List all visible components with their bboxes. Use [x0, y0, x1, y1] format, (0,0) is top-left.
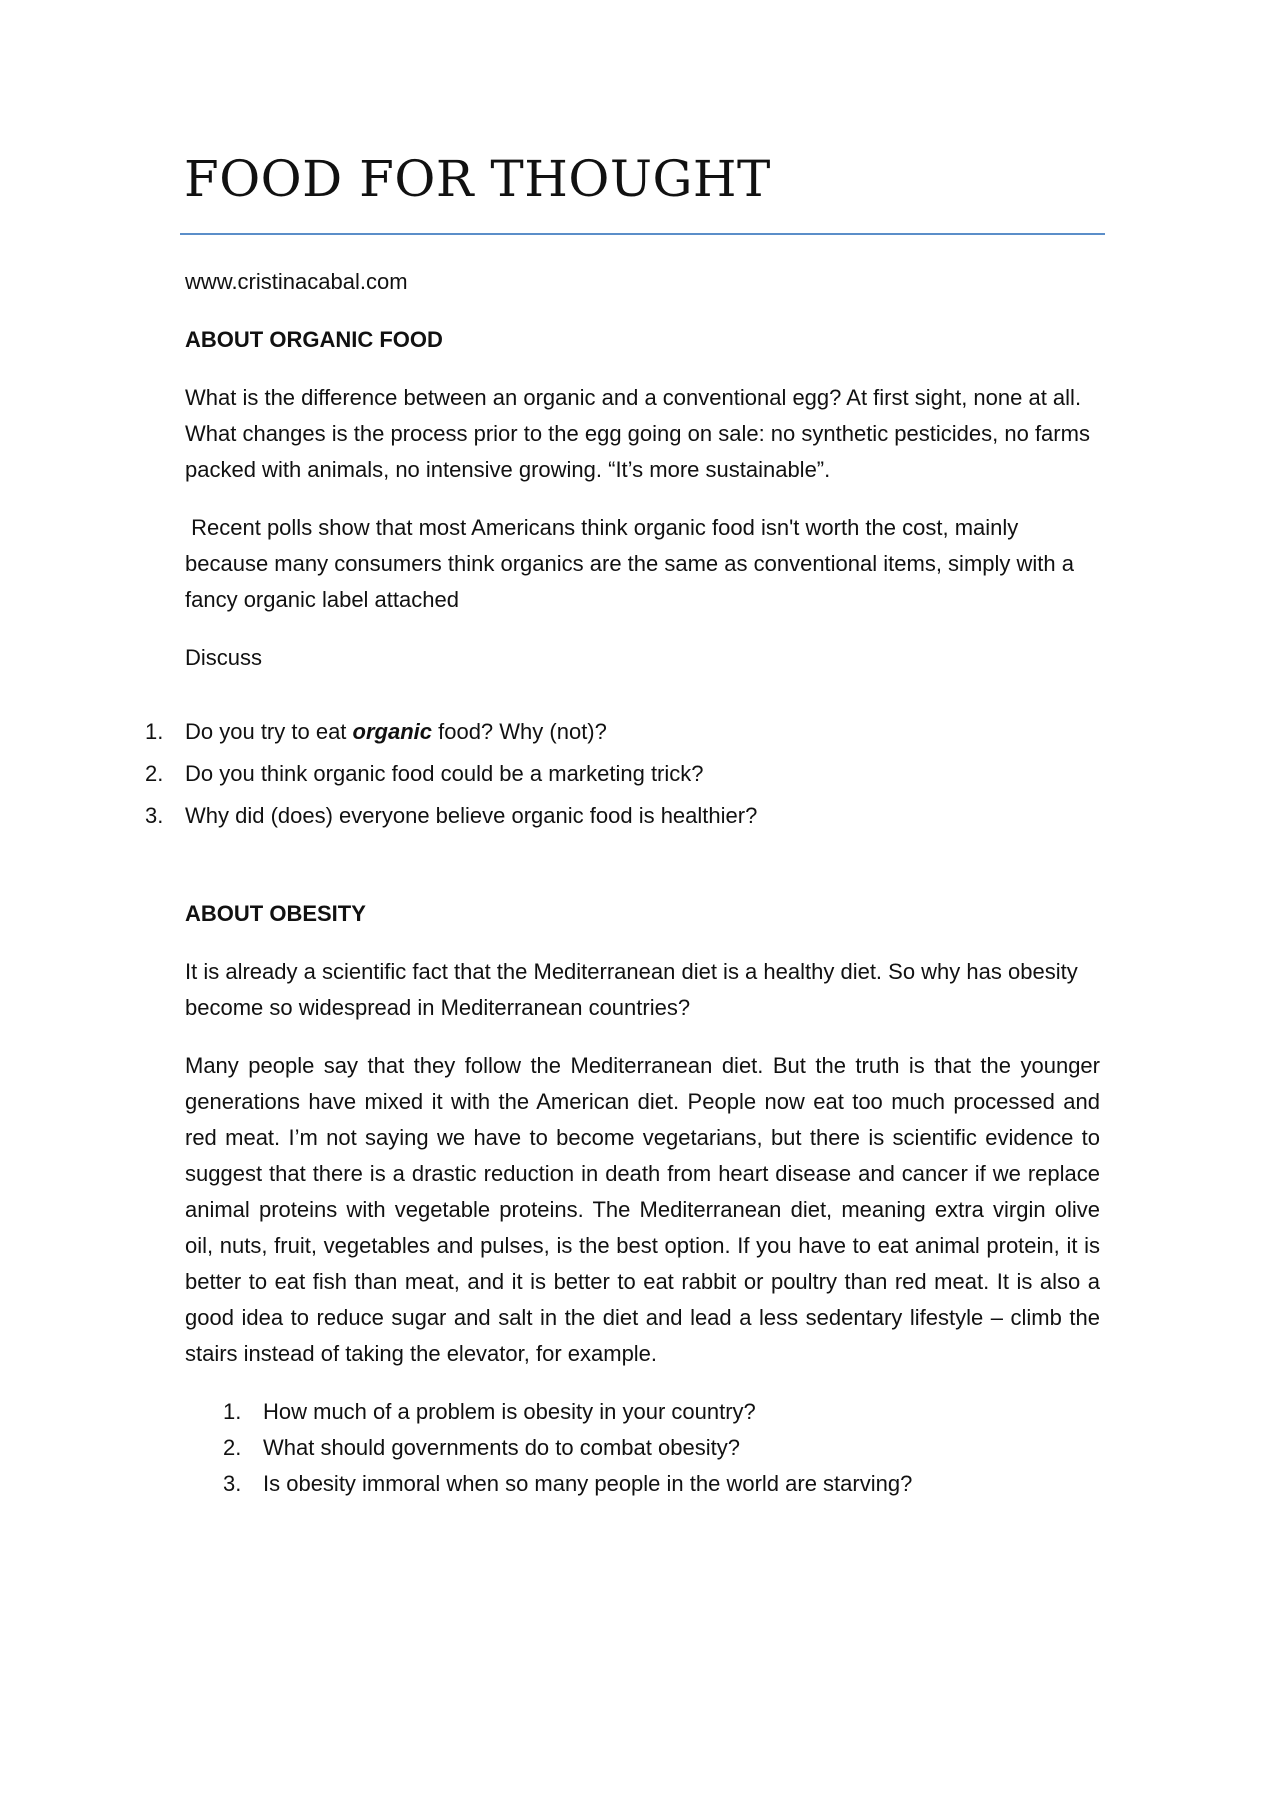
organic-question-list [145, 714, 1100, 834]
question-text-end: food? Why (not)? [432, 719, 607, 744]
list-item [145, 756, 1100, 792]
section-heading-organic-food: ABOUT ORGANIC FOOD [185, 327, 443, 352]
list-number: 2. [223, 1435, 242, 1460]
obesity-question-list [185, 1394, 1100, 1502]
discuss-label: Discuss [185, 645, 263, 670]
list-item [223, 1430, 1100, 1466]
section-heading-obesity: ABOUT OBESITY [185, 901, 366, 926]
question-text: Do you think organic food could be a marketing trick? [185, 761, 704, 786]
list-number: 3. [145, 803, 164, 828]
document-body [145, 264, 1100, 1502]
list-item [145, 798, 1100, 834]
question-text: Why did (does) everyone believe organic food is healthier? [185, 803, 758, 828]
question-text: How much of a problem is obesity in your country? [263, 1399, 756, 1424]
list-item [145, 714, 1100, 750]
list-number: 2. [145, 761, 164, 786]
organic-paragraph-1: What is the difference between an organic and a conventional egg? At first sight, none at all. What changes is the process prior to the egg going on sale: no synthetic pesticides, no farms packed with animals, no intensive growing. “It’s more sustainable”. [185, 385, 1090, 482]
question-text: Is obesity immoral when so many people in the world are starving? [263, 1471, 913, 1496]
website-url: www.cristinacabal.com [185, 269, 408, 294]
obesity-paragraph-1: It is already a scientific fact that the Mediterranean diet is a healthy diet. So why has obesity become so widespread in Mediterranean countries? [185, 959, 1078, 1020]
title-underline [180, 233, 1105, 235]
list-number: 1. [145, 719, 164, 744]
obesity-paragraph-2: Many people say that they follow the Mediterranean diet. But the truth is that the younger generations have mixed it with the American diet. People now eat too much processed and red meat. I’m not saying we have to become vegetarians, but there is scientific evidence to suggest that there is a drastic reduction in death from heart disease and cancer if we replace animal proteins with vegetable proteins. The Mediterranean diet, meaning extra virgin olive oil, nuts, fruit, vegetables and pulses, is the best option. If you have to eat animal protein, it is better to eat fish than meat, and it is better to eat rabbit or poultry than red meat. It is also a good idea to reduce sugar and salt in the diet and lead a less sedentary lifestyle – climb the stairs instead of taking the elevator, for example. [185, 1053, 1100, 1366]
list-item [223, 1466, 1100, 1502]
list-number: 3. [223, 1471, 242, 1496]
question-text-start: Do you try to eat [185, 719, 353, 744]
list-item [223, 1394, 1100, 1430]
list-number: 1. [223, 1399, 242, 1424]
section-spacer [185, 830, 1100, 896]
question-text: What should governments do to combat obesity? [263, 1435, 740, 1460]
organic-paragraph-2: Recent polls show that most Americans think organic food isn't worth the cost, mainly because many consumers think organics are the same as conventional items, simply with a fancy organic label attached [185, 515, 1081, 612]
question-emphasis: organic [352, 719, 432, 744]
page-title: FOOD FOR THOUGHT [184, 150, 771, 208]
